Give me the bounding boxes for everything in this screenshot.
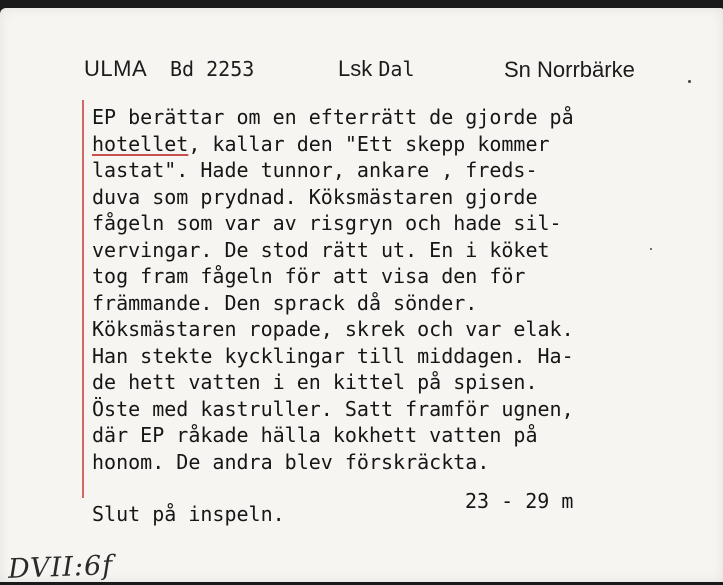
text-line: duva som prydnad. Köksmästaren gjorde (92, 184, 538, 209)
dust-speck (688, 80, 691, 83)
red-margin-line (82, 100, 84, 498)
archive-card (0, 8, 723, 585)
record-number: Bd 2253 (170, 57, 255, 81)
text-line: tog fram fågeln för att visa den för (92, 264, 526, 288)
landskap-label: Lsk (338, 56, 373, 81)
text-line: Köksmästaren ropade, skrek och var elak. (92, 317, 574, 341)
text-line: vervingar. De stod rätt ut. En i köket (92, 237, 550, 262)
underlined-word: hotellet (92, 131, 189, 156)
text-line: främmande. Den sprack då sönder. (92, 290, 478, 315)
card-header (84, 54, 703, 88)
text-line: Öste med kastruller. Satt framför ugnen, (92, 396, 574, 421)
text-line: EP berättar om en efterrätt de gjorde på (92, 105, 574, 129)
socken-field: Sn Norrbärke (504, 57, 635, 82)
end-note: Slut på inspeln. (92, 502, 285, 526)
text-line: lastat". Hade tunnor, ankare , freds- (92, 158, 538, 182)
handwritten-signature: DVII:6f (7, 550, 114, 585)
text-line: honom. De andra blev förskräckta. (92, 449, 490, 474)
text-line: Han stekte kycklingar till middagen. Ha- (92, 343, 574, 368)
transcript-text (92, 104, 692, 475)
text-line: de hett vatten i en kittel på spisen. (92, 370, 538, 394)
text-line (92, 131, 692, 158)
archive-name: ULMA (84, 56, 148, 81)
text-line-rest: , kallar den "Ett skepp kommer (188, 131, 550, 156)
text-line: fågeln som var av risgryn och hade sil- (92, 211, 562, 235)
text-line: där EP råkade hälla kokhett vatten på (92, 423, 538, 447)
page-range: 23 - 29 m (465, 489, 574, 513)
landskap-field (338, 56, 415, 82)
landskap-value: Dal (378, 57, 415, 81)
dust-speck (650, 248, 652, 250)
